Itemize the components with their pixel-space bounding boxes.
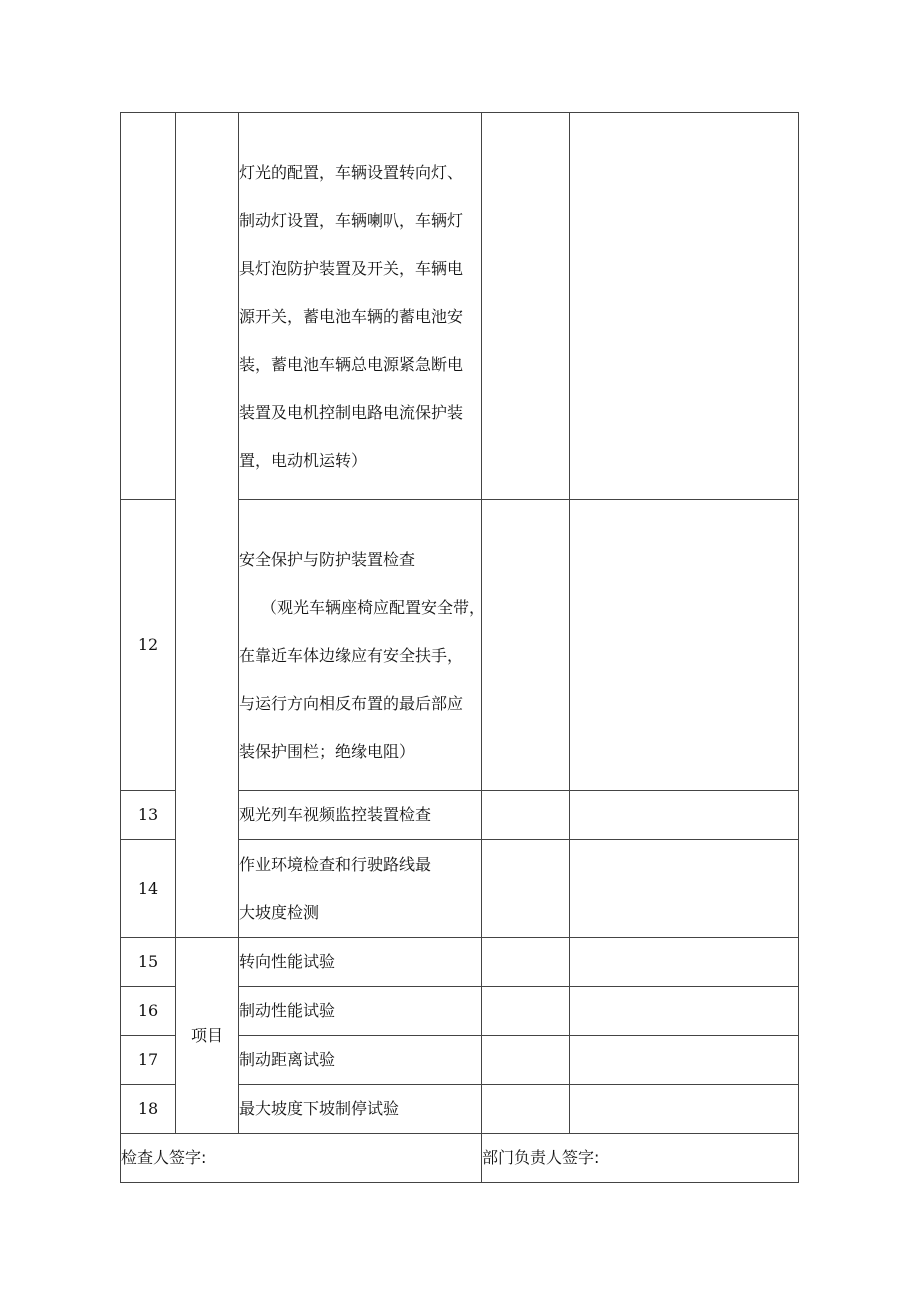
item-line: 制动灯设置，车辆喇叭，车辆灯 — [239, 211, 464, 230]
item-line: 大坡度检测 — [239, 902, 320, 922]
item-line: 装，蓄电池车辆总电源紧急断电 — [239, 355, 464, 374]
result-cell[interactable] — [482, 987, 570, 1036]
item-cell — [239, 1036, 482, 1085]
item-line: 源开关，蓄电池车辆的蓄电池安 — [239, 307, 464, 326]
signature-row — [121, 1134, 799, 1183]
item-line: 安全保护与防护装置检查 — [239, 550, 416, 569]
row-number: 16 — [121, 987, 176, 1036]
inspector-signature-field[interactable]: 检查人签字: — [121, 1134, 482, 1183]
result-cell[interactable] — [482, 938, 570, 987]
remark-cell[interactable] — [570, 113, 799, 500]
item-line: 置，电动机运转） — [239, 451, 368, 470]
row-number: 12 — [121, 500, 176, 791]
inspection-table — [120, 112, 799, 1183]
remark-cell[interactable] — [570, 500, 799, 791]
item-line: 转向性能试验 — [239, 952, 336, 971]
item-cell — [239, 1085, 482, 1134]
item-line: 最大坡度下坡制停试验 — [239, 1099, 400, 1118]
remark-cell[interactable] — [570, 840, 799, 938]
item-cell — [239, 791, 482, 840]
item-line: 制动性能试验 — [239, 1001, 336, 1020]
item-cell — [239, 840, 482, 938]
item-cell — [239, 938, 482, 987]
item-cell — [239, 500, 486, 791]
item-cell — [239, 113, 482, 500]
row-number: 18 — [121, 1085, 176, 1134]
item-cell — [239, 987, 482, 1036]
remark-cell[interactable] — [570, 1036, 799, 1085]
item-line: 灯光的配置，车辆设置转向灯、 — [239, 163, 464, 182]
result-cell[interactable] — [482, 1085, 570, 1134]
result-cell[interactable] — [482, 1036, 570, 1085]
item-line: 在靠近车体边缘应有安全扶手， — [239, 646, 464, 665]
dept-head-signature-field[interactable]: 部门负责人签字: — [482, 1134, 799, 1183]
result-cell[interactable] — [482, 840, 570, 938]
remark-cell[interactable] — [570, 938, 799, 987]
item-line: 装置及电机控制电路电流保护装 — [239, 403, 464, 422]
category-cell-upper — [176, 113, 239, 938]
row-number: 14 — [121, 840, 176, 938]
result-cell[interactable] — [482, 113, 570, 500]
row-number: 17 — [121, 1036, 176, 1085]
row-number: 13 — [121, 791, 176, 840]
category-cell-lower: 项目 — [176, 938, 239, 1134]
remark-cell[interactable] — [570, 1085, 799, 1134]
item-line: 装保护围栏；绝缘电阻） — [239, 742, 416, 761]
remark-cell[interactable] — [570, 987, 799, 1036]
result-cell[interactable] — [482, 500, 570, 791]
item-line: 与运行方向相反布置的最后部应 — [239, 694, 464, 713]
remark-cell[interactable] — [570, 791, 799, 840]
item-line: 观光列车视频监控装置检查 — [239, 805, 432, 824]
table-row — [121, 113, 799, 500]
row-number — [121, 113, 176, 500]
result-cell[interactable] — [482, 791, 570, 840]
item-line: 作业环境检查和行驶路线最 — [239, 854, 432, 874]
item-line: （观光车辆座椅应配置安全带， — [261, 598, 486, 617]
item-line: 制动距离试验 — [239, 1050, 336, 1069]
row-number: 15 — [121, 938, 176, 987]
table-row — [121, 938, 799, 987]
item-line: 具灯泡防护装置及开关，车辆电 — [239, 259, 464, 278]
